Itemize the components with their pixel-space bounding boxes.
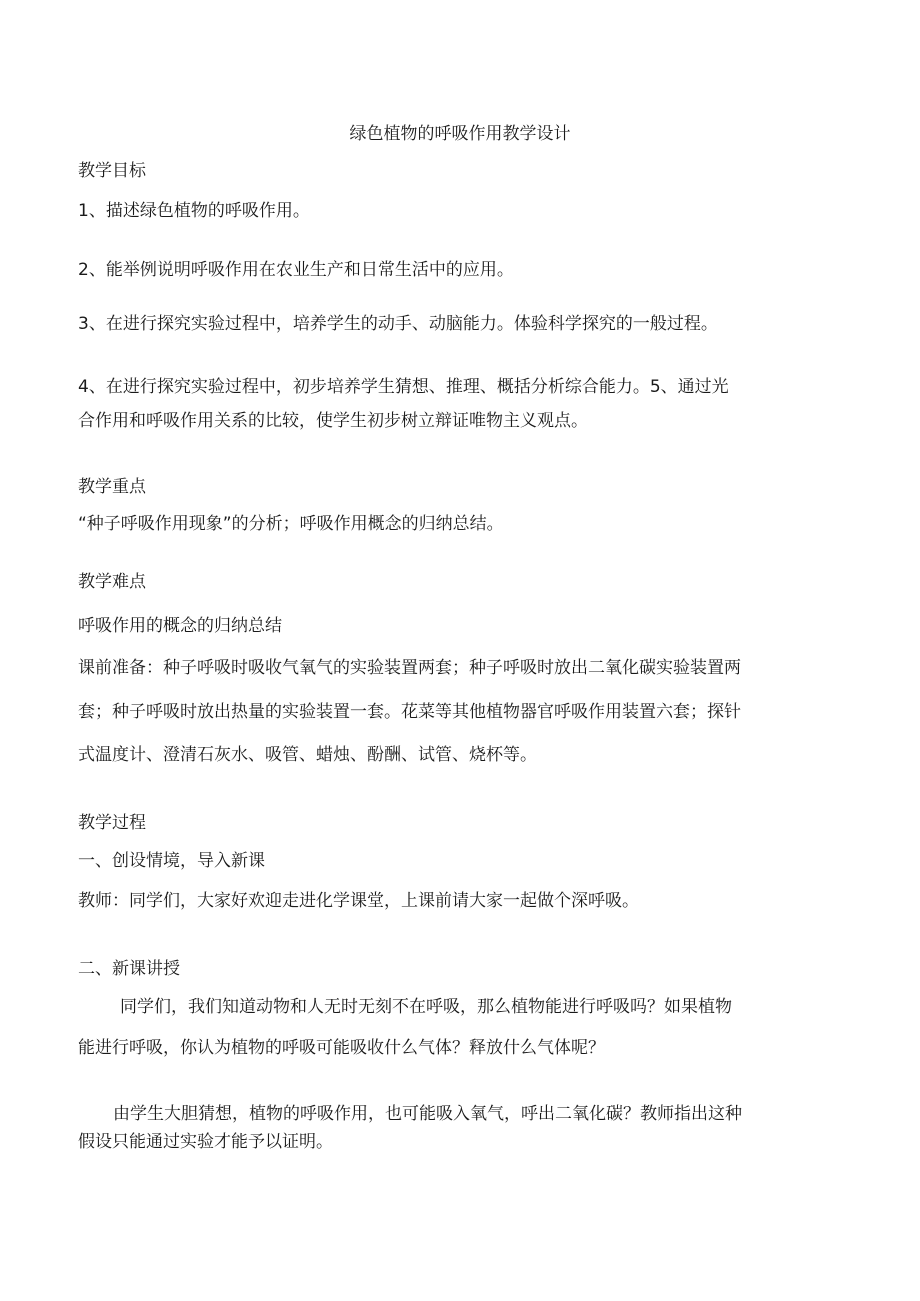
difficulties-heading: 教学难点 xyxy=(78,572,146,592)
preparation-line-3: 式温度计、澄清石灰水、吸管、蜡烛、酚酬、试管、烧杯等。 xyxy=(78,745,537,765)
paragraph-2-line-2: 假设只能通过实验才能予以证明。 xyxy=(78,1132,333,1152)
objective-item-1: 1、描述绿色植物的呼吸作用。 xyxy=(78,201,310,221)
key-points-text: “种子呼吸作用现象”的分析；呼吸作用概念的归纳总结。 xyxy=(78,514,504,534)
section-2-heading: 二、新课讲授 xyxy=(78,959,180,979)
paragraph-2-line-1: 由学生大胆猜想，植物的呼吸作用，也可能吸入氧气，呼出二氧化碳？教师指出这种 xyxy=(113,1104,742,1124)
section-1-heading: 一、创设情境，导入新课 xyxy=(78,851,265,871)
objective-item-4-line1: 4、在进行探究实验过程中，初步培养学生猜想、推理、概括分析综合能力。5、通过光 xyxy=(78,377,729,397)
page-title: 绿色植物的呼吸作用教学设计 xyxy=(349,124,571,144)
preparation-line-2: 套；种子呼吸时放出热量的实验装置一套。花菜等其他植物器官呼吸作用装置六套；探针 xyxy=(78,702,741,722)
objective-item-2: 2、能举例说明呼吸作用在农业生产和日常生活中的应用。 xyxy=(78,260,514,280)
paragraph-1-line-1: 同学们，我们知道动物和人无时无刻不在呼吸，那么植物能进行呼吸吗？如果植物 xyxy=(120,997,732,1017)
process-heading: 教学过程 xyxy=(78,813,146,833)
difficulties-text: 呼吸作用的概念的归纳总结 xyxy=(78,616,282,636)
paragraph-1-line-2: 能进行呼吸，你认为植物的呼吸可能吸收什么气体？释放什么气体呢？ xyxy=(78,1038,605,1058)
key-points-heading: 教学重点 xyxy=(78,477,146,497)
objective-item-4-line2: 合作用和呼吸作用关系的比较，使学生初步树立辩证唯物主义观点。 xyxy=(78,411,588,431)
objectives-heading: 教学目标 xyxy=(78,161,146,181)
teacher-line: 教师：同学们，大家好欢迎走进化学课堂，上课前请大家一起做个深呼吸。 xyxy=(78,891,639,911)
objective-item-3: 3、在进行探究实验过程中，培养学生的动手、动脑能力。体验科学探究的一般过程。 xyxy=(78,314,718,334)
preparation-line-1: 课前准备：种子呼吸时吸收气氧气的实验装置两套；种子呼吸时放出二氧化碳实验装置两 xyxy=(78,658,741,678)
